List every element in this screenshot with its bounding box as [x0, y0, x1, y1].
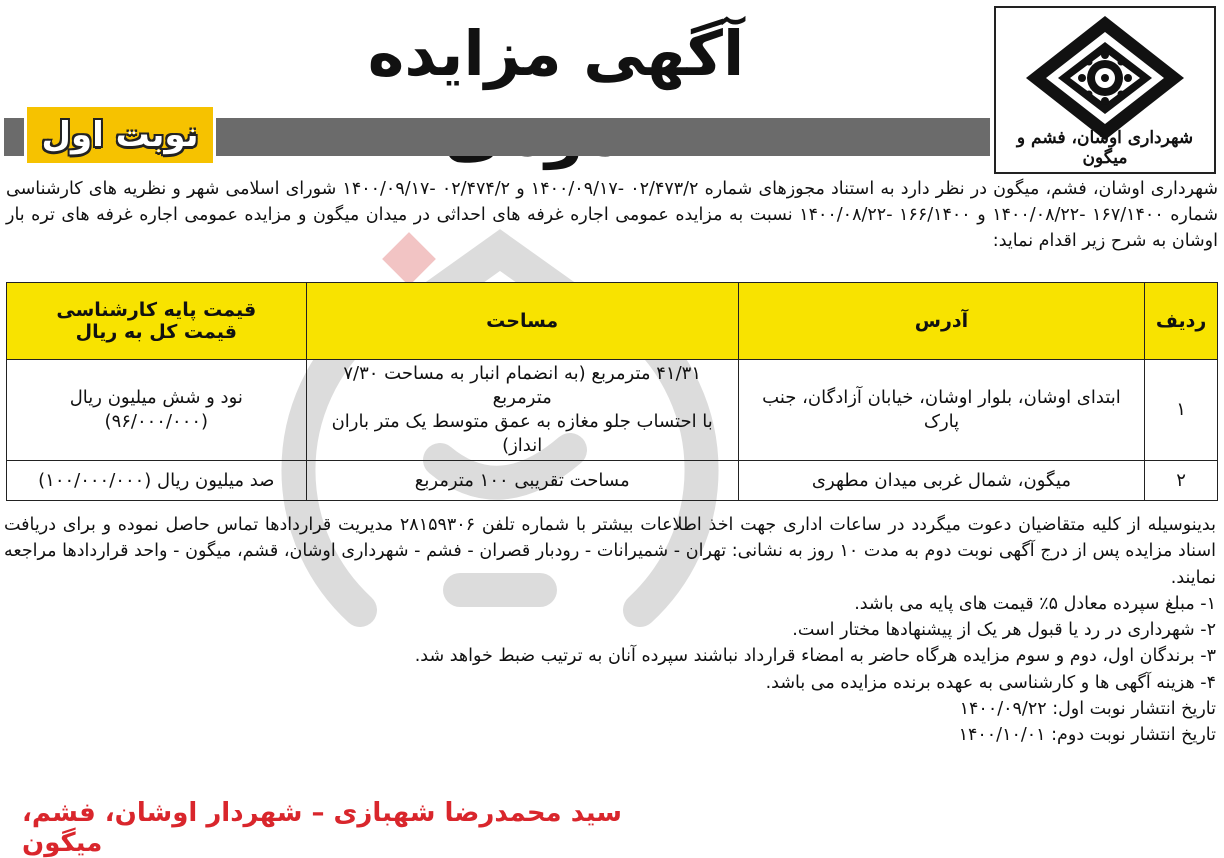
cell-price: صد میلیون ریال (۱۰۰/۰۰۰/۰۰۰) [7, 461, 307, 501]
page-title: آگهی مزایده [367, 17, 745, 90]
header-price-line2: قیمت کل به ریال [75, 321, 237, 343]
cell-price [7, 360, 307, 461]
condition-item: ۴- هزینه آگهی ها و کارشناسی به عهده برنده مزایده می باشد. [765, 672, 1216, 693]
round-badge [24, 104, 216, 166]
table-row [7, 461, 1218, 501]
cell-row-number: ۱ [1145, 360, 1218, 461]
cell-price-line2: (۹۶/۰۰۰/۰۰۰) [104, 411, 209, 432]
header-price-line1: قیمت پایه کارشناسی [56, 299, 257, 321]
cell-area [306, 360, 738, 461]
condition-item: ۲- شهرداری در رد یا قبول هر یک از پیشنهادها مختار است. [792, 620, 1216, 641]
condition-item: ۳- برندگان اول، دوم و سوم مزایده هرگاه حاضر به امضاء قرارداد نباشند سپرده آنان به ترتیب ضبط خواهد شد. [414, 646, 1216, 667]
contact-paragraph: بدینوسیله از کلیه متقاضیان دعوت میگردد در ساعات اداری جهت اخذ اطلاعات بیشتر با شماره تلفن ۲۸۱۵۹۳۰۶ مدیریت قراردادها تماس حاصل نموده و برای دریافت اسناد مزایده پس از درج آگهی نوبت دوم به مدت ۱۰ روز به نشانی: تهران - شمیرانات - رودبار قصران - فشم - شهرداری اوشان، قشم، میگون - واحد قراردادها مراجعه نمایند. [4, 515, 1216, 588]
first-publish-date: تاریخ انتشار نوبت اول: ۱۴۰۰/۰۹/۲۲ [959, 699, 1216, 720]
second-publish-date: تاریخ انتشار نوبت دوم: ۱۴۰۰/۱۰/۰۱ [958, 725, 1216, 746]
header-address: آدرس [738, 283, 1144, 360]
emblem-icon [1022, 12, 1188, 144]
cell-price-line1: نود و شش میلیون ریال [69, 387, 243, 408]
header-price [7, 283, 307, 360]
municipality-logo [994, 6, 1216, 174]
logo-caption: شهرداری اوشان، فشم و میگون [1016, 128, 1194, 168]
cell-area-line2: با احتساب جلو مغازه به عمق متوسط یک متر باران انداز) [331, 411, 713, 456]
signature: سید محمدرضا شهبازی – شهردار اوشان، فشم، میگون [22, 798, 622, 858]
intro-text: شهرداری اوشان، فشم، میگون در نظر دارد به استناد مجوزهای شماره ۰۲/۴۷۳/۲ -۱۴۰۰/۰۹/۱۷ و ۰۲/۴۷۴/۲ -۱۴۰۰/۰۹/۱۷ شورای اسلامی شهر و نظریه های کارشناسی شماره ۱۶۷/۱۴۰۰ -۱۴۰۰/۰۸/۲۲ و ۱۶۶/۱۴۰۰ -۱۴۰۰/۰۸/۲۲ نسبت به مزایده عمومی اجاره غرفه های احداثی در میدان میگون و مزایده عمومی اجاره غرفه های تره بار اوشان به شرح زیر اقدام نماید: [6, 179, 1218, 251]
auction-table [6, 282, 1218, 501]
round-badge-label: نوبت اول [41, 115, 199, 155]
header-area: مساحت [306, 283, 738, 360]
cell-address: ابتدای اوشان، بلوار اوشان، خیابان آزادگان، جنب پارک [738, 360, 1144, 461]
table-header-row [7, 283, 1218, 360]
table-row [7, 360, 1218, 461]
header-row-number: ردیف [1145, 283, 1218, 360]
cell-area-line1: ۴۱/۳۱ مترمربع (به انضمام انبار به مساحت ۷/۳۰ مترمربع [343, 363, 702, 408]
cell-address: میگون، شمال غربی میدان مطهری [738, 461, 1144, 501]
notice-body [4, 512, 1216, 749]
condition-item: ۱- مبلغ سپرده معادل ۵٪ قیمت های پایه می باشد. [854, 593, 1216, 614]
cell-area: مساحت تقریبی ۱۰۰ مترمربع [306, 461, 738, 501]
cell-row-number: ۲ [1145, 461, 1218, 501]
